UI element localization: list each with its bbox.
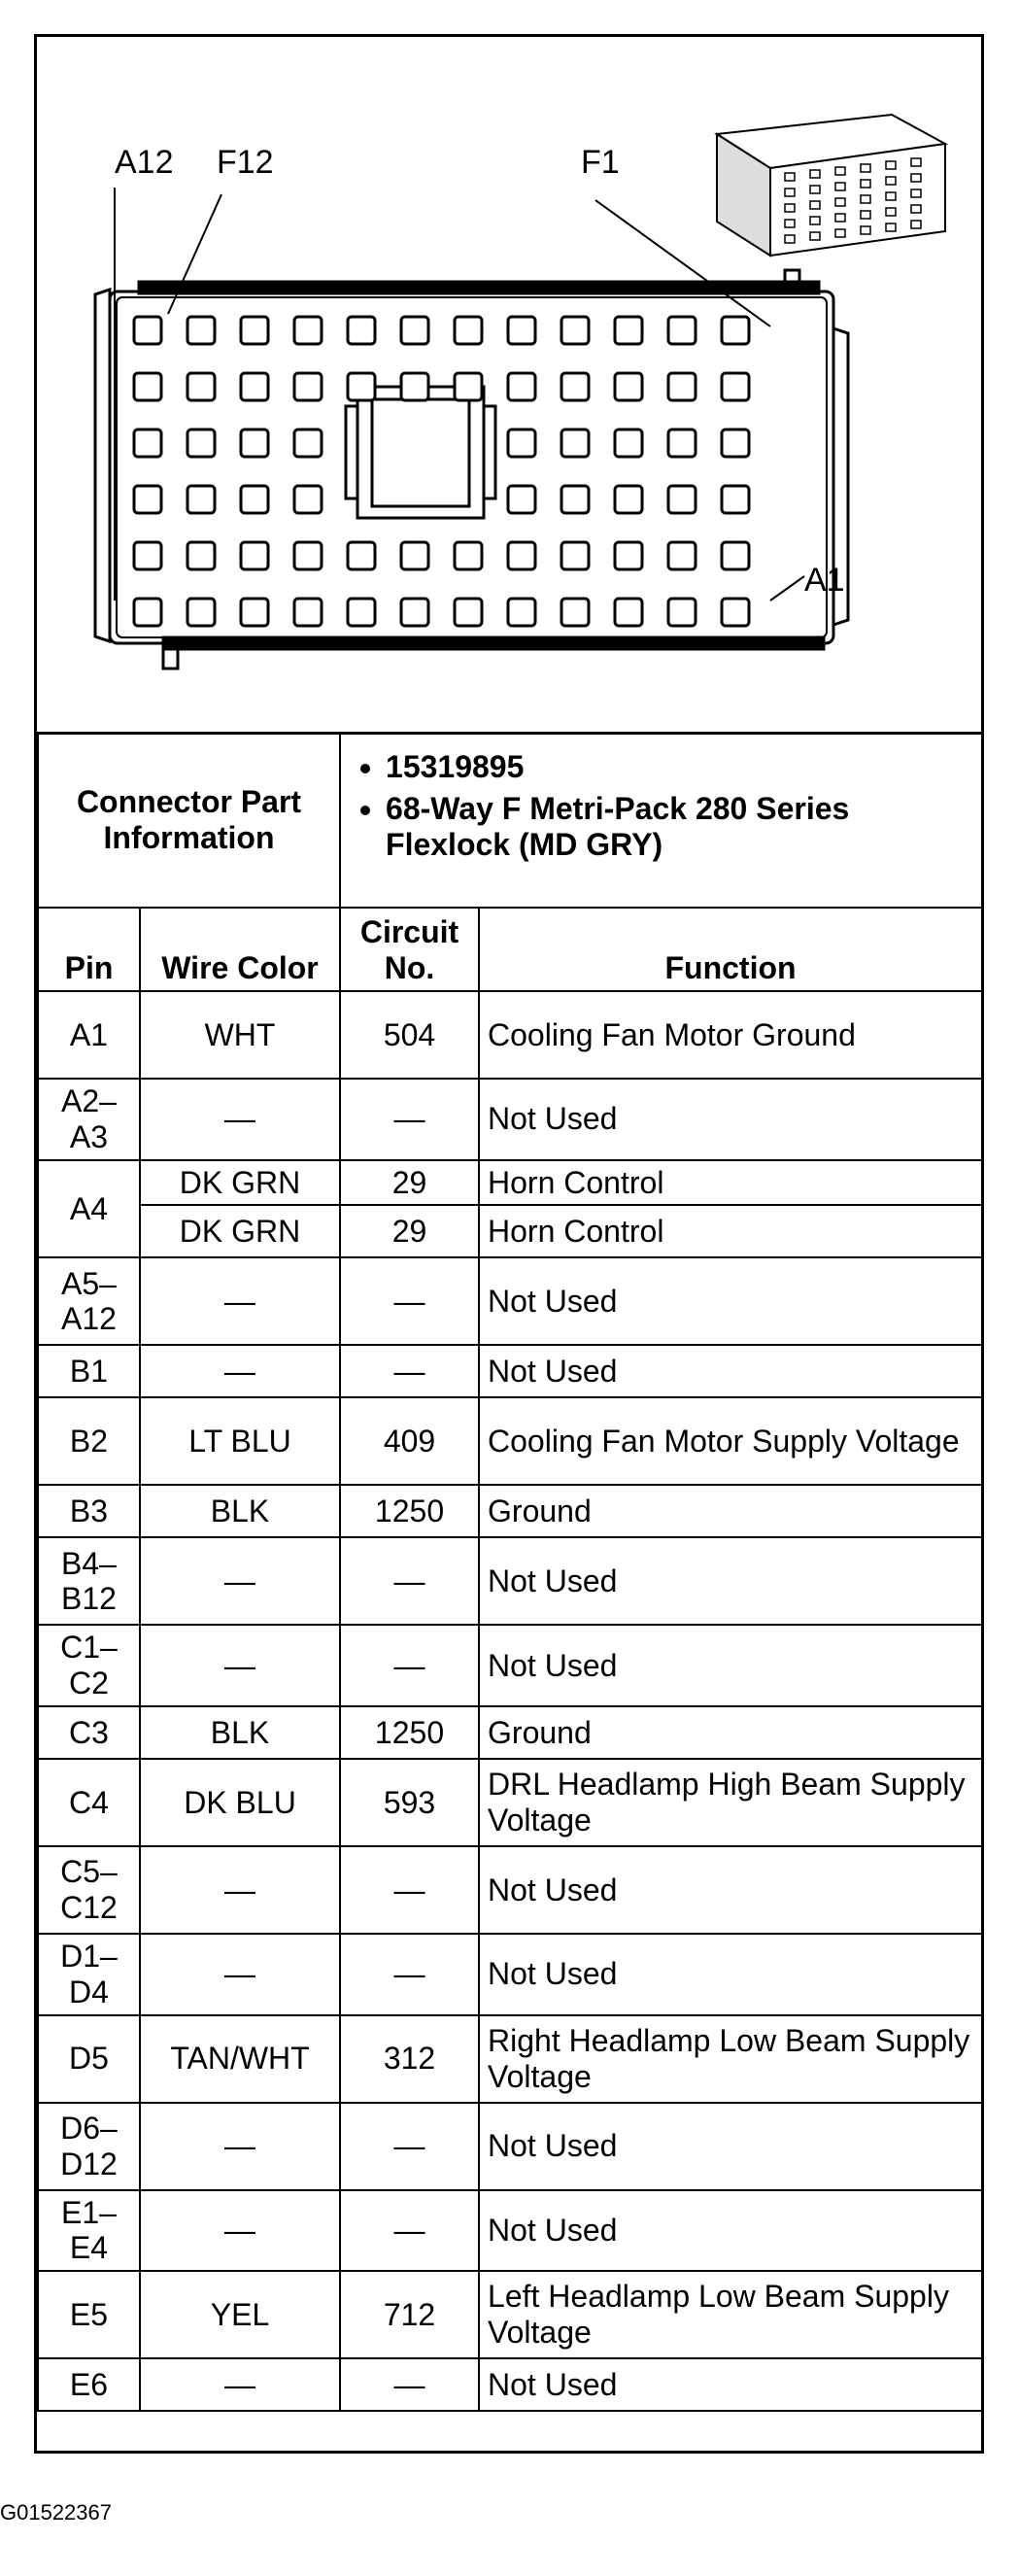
thumbnail-hole <box>835 198 845 206</box>
cell-pin: E6 <box>38 2358 140 2411</box>
cell-function: Not Used <box>479 2190 982 2272</box>
thumbnail-hole <box>785 173 795 181</box>
connector-face-drawing <box>37 37 981 732</box>
pin-cavity <box>241 599 268 626</box>
pin-cavity <box>722 542 749 569</box>
table-row <box>38 1846 982 1934</box>
thumbnail-hole <box>861 195 870 203</box>
cell-circuit-no: 504 <box>340 991 479 1079</box>
pin-cavity <box>561 317 589 344</box>
thumbnail-hole <box>785 235 795 243</box>
pin-cavity <box>401 542 428 569</box>
cell-wire-color: DK GRN <box>140 1160 340 1206</box>
cell-circuit-no: 29 <box>340 1160 479 1206</box>
connector-thumbnail <box>717 115 945 256</box>
table-row <box>38 2103 982 2190</box>
cell-circuit-no: 29 <box>340 1205 479 1257</box>
cell-pin: D5 <box>38 2015 140 2103</box>
pin-cavity <box>615 486 642 513</box>
pin-cavity <box>455 373 482 400</box>
thumbnail-hole <box>835 183 845 190</box>
cell-wire-color: YEL <box>140 2271 340 2358</box>
cell-wire-color: — <box>140 1079 340 1160</box>
pin-cavity <box>508 486 535 513</box>
table-row <box>38 2358 982 2411</box>
cell-pin: A2–A3 <box>38 1079 140 1160</box>
cell-wire-color: — <box>140 1934 340 2015</box>
pin-cavity <box>508 429 535 457</box>
cell-pin: A5–A12 <box>38 1257 140 1345</box>
thumbnail-hole <box>911 205 921 213</box>
pin-cavity <box>187 373 215 400</box>
cell-pin: C4 <box>38 1759 140 1846</box>
thumbnail-hole <box>886 161 896 169</box>
cell-wire-color: WHT <box>140 991 340 1079</box>
pin-cavity <box>615 542 642 569</box>
table-row <box>38 1079 982 1160</box>
pin-cavity <box>615 599 642 626</box>
table-row <box>38 2271 982 2358</box>
cell-pin: D1–D4 <box>38 1934 140 2015</box>
pin-cavity <box>294 542 322 569</box>
thumbnail-hole <box>886 223 896 231</box>
pin-cavity <box>187 486 215 513</box>
thumbnail-hole <box>911 158 921 166</box>
pin-cavity <box>561 373 589 400</box>
cell-circuit-no: — <box>340 1257 479 1345</box>
cell-circuit-no: 409 <box>340 1397 479 1485</box>
pin-cavity <box>668 599 696 626</box>
cell-pin: C5–C12 <box>38 1846 140 1934</box>
cell-function: Not Used <box>479 2103 982 2190</box>
thumbnail-hole <box>835 214 845 222</box>
pin-cavity <box>668 542 696 569</box>
cell-function: Not Used <box>479 1537 982 1625</box>
pin-cavity <box>294 486 322 513</box>
thumbnail-hole <box>886 208 896 216</box>
cell-pin: B4–B12 <box>38 1537 140 1625</box>
cell-function: Left Headlamp Low Beam Supply Voltage <box>479 2271 982 2358</box>
thumbnail-hole <box>785 220 795 227</box>
pin-cavity <box>455 599 482 626</box>
cell-wire-color: BLK <box>140 1706 340 1759</box>
pin-cavity <box>348 599 375 626</box>
pin-cavity <box>561 486 589 513</box>
pin-cavity <box>455 542 482 569</box>
thumbnail-hole <box>911 221 921 228</box>
cell-circuit-no: — <box>340 2190 479 2272</box>
cell-circuit-no: — <box>340 1345 479 1397</box>
cell-wire-color: DK GRN <box>140 1205 340 1257</box>
label-f1: F1 <box>581 144 620 181</box>
table-header-row <box>38 908 982 991</box>
connector-description: • 68-Way F Metri-Pack 280 Series Flexlock (MD GRY) <box>386 791 969 863</box>
cell-wire-color: BLK <box>140 1485 340 1537</box>
cell-pin: C1–C2 <box>38 1625 140 1706</box>
cell-circuit-no: — <box>340 2358 479 2411</box>
pin-cavity <box>401 373 428 400</box>
label-a1: A1 <box>804 562 845 599</box>
table-row <box>38 1345 982 1397</box>
cell-wire-color: DK BLU <box>140 1759 340 1846</box>
cell-circuit-no: — <box>340 1537 479 1625</box>
cell-circuit-no: 1250 <box>340 1706 479 1759</box>
cell-pin: D6–D12 <box>38 2103 140 2190</box>
pin-cavity <box>134 486 161 513</box>
cell-function: Cooling Fan Motor Supply Voltage <box>479 1397 982 1485</box>
cell-pin: B1 <box>38 1345 140 1397</box>
pin-cavity <box>455 317 482 344</box>
pin-cavity <box>668 373 696 400</box>
pin-cavity <box>722 317 749 344</box>
cell-wire-color: — <box>140 1257 340 1345</box>
cell-circuit-no: — <box>340 1846 479 1934</box>
pin-cavity <box>615 373 642 400</box>
table-row <box>38 1537 982 1625</box>
pin-cavity <box>561 429 589 457</box>
pin-cavity <box>241 317 268 344</box>
cell-circuit-no: — <box>340 1079 479 1160</box>
thumbnail-hole <box>810 186 820 193</box>
thumbnail-hole <box>861 211 870 219</box>
cell-pin: B3 <box>38 1485 140 1537</box>
cell-function: Right Headlamp Low Beam Supply Voltage <box>479 2015 982 2103</box>
pin-cavity <box>508 599 535 626</box>
connector-info-label: Connector Part Information <box>38 733 340 908</box>
thumbnail-hole <box>886 192 896 200</box>
thumbnail-hole <box>861 226 870 234</box>
figure-code: G01522367 <box>0 2500 112 2524</box>
table-row <box>38 1205 982 1257</box>
pin-cavity <box>401 317 428 344</box>
cell-pin: E1–E4 <box>38 2190 140 2272</box>
table-row <box>38 1257 982 1345</box>
thumbnail-hole <box>835 229 845 237</box>
pin-cavity <box>668 486 696 513</box>
pin-cavity <box>668 429 696 457</box>
cell-function: Not Used <box>479 1625 982 1706</box>
pin-cavity <box>561 599 589 626</box>
pin-cavity <box>722 486 749 513</box>
pin-cavity <box>134 373 161 400</box>
connector-info-list <box>340 733 982 908</box>
cell-function: Horn Control <box>479 1160 982 1206</box>
pin-cavity <box>134 317 161 344</box>
pin-cavity <box>241 542 268 569</box>
table-row <box>38 1934 982 2015</box>
cell-circuit-no: 312 <box>340 2015 479 2103</box>
cell-circuit-no: — <box>340 1625 479 1706</box>
connector-info-row <box>38 733 982 908</box>
label-a12: A12 <box>115 144 174 181</box>
pin-cavity <box>241 429 268 457</box>
cell-function: Ground <box>479 1485 982 1537</box>
cell-pin: C3 <box>38 1706 140 1759</box>
pin-cavity <box>615 429 642 457</box>
header-function: Function <box>479 908 982 991</box>
thumbnail-hole <box>861 164 870 172</box>
thumbnail-hole <box>861 180 870 188</box>
cell-wire-color: — <box>140 2190 340 2272</box>
thumbnail-hole <box>810 170 820 178</box>
thumbnail-hole <box>810 232 820 240</box>
pin-cavity <box>187 542 215 569</box>
connector-diagram <box>37 37 981 735</box>
cell-wire-color: — <box>140 1345 340 1397</box>
cell-function: Not Used <box>479 1846 982 1934</box>
thumbnail-hole <box>810 217 820 224</box>
pin-cavity <box>241 486 268 513</box>
table-row <box>38 1397 982 1485</box>
pin-cavity <box>294 599 322 626</box>
pin-cavity <box>134 599 161 626</box>
header-wire-color: Wire Color <box>140 908 340 991</box>
pin-cavity <box>348 373 375 400</box>
cell-wire-color: — <box>140 2358 340 2411</box>
pin-cavity <box>561 542 589 569</box>
cell-circuit-no: — <box>340 2103 479 2190</box>
table-row <box>38 1485 982 1537</box>
cell-function: Cooling Fan Motor Ground <box>479 991 982 1079</box>
pinout-table <box>37 732 983 2412</box>
table-row <box>38 1706 982 1759</box>
thumbnail-hole <box>886 177 896 185</box>
pin-cavity <box>722 429 749 457</box>
pin-cavity <box>508 317 535 344</box>
label-f12: F12 <box>217 144 274 181</box>
pin-cavity <box>187 317 215 344</box>
cell-pin: B2 <box>38 1397 140 1485</box>
cell-circuit-no: — <box>340 1934 479 2015</box>
table-row <box>38 1759 982 1846</box>
header-circuit-no: Circuit No. <box>340 908 479 991</box>
pin-cavity <box>294 373 322 400</box>
pin-cavity <box>294 317 322 344</box>
pin-cavity <box>508 542 535 569</box>
cell-function: Not Used <box>479 2358 982 2411</box>
cell-circuit-no: 712 <box>340 2271 479 2358</box>
thumbnail-hole <box>785 204 795 212</box>
connector-part-number: • 15319895 <box>386 749 969 785</box>
cell-function: Not Used <box>479 1079 982 1160</box>
cell-pin: A1 <box>38 991 140 1079</box>
pin-cavity <box>134 542 161 569</box>
cell-wire-color: LT BLU <box>140 1397 340 1485</box>
pin-cavity <box>722 599 749 626</box>
cell-wire-color: TAN/WHT <box>140 2015 340 2103</box>
pin-cavity <box>508 373 535 400</box>
pin-cavity <box>348 542 375 569</box>
table-row <box>38 2015 982 2103</box>
thumbnail-hole <box>810 201 820 209</box>
pin-cavity <box>294 429 322 457</box>
thumbnail-hole <box>911 174 921 182</box>
connector-sheet <box>34 34 984 2454</box>
pin-cavity <box>615 317 642 344</box>
thumbnail-hole <box>835 167 845 175</box>
pin-cavity <box>134 429 161 457</box>
cell-circuit-no: 593 <box>340 1759 479 1846</box>
cell-pin: E5 <box>38 2271 140 2358</box>
pin-cavity-grid <box>134 317 749 626</box>
thumbnail-hole <box>785 189 795 196</box>
table-row <box>38 2190 982 2272</box>
pin-cavity <box>668 317 696 344</box>
thumbnail-hole <box>911 189 921 197</box>
cell-wire-color: — <box>140 1537 340 1625</box>
pin-cavity <box>722 373 749 400</box>
cell-pin: A4 <box>38 1160 140 1258</box>
pin-cavity <box>348 317 375 344</box>
table-row <box>38 991 982 1079</box>
cell-wire-color: — <box>140 1625 340 1706</box>
center-latch <box>346 387 495 518</box>
pin-cavity <box>401 599 428 626</box>
cell-function: Ground <box>479 1706 982 1759</box>
table-row <box>38 1625 982 1706</box>
cell-circuit-no: 1250 <box>340 1485 479 1537</box>
cell-function: Horn Control <box>479 1205 982 1257</box>
table-row <box>38 1160 982 1206</box>
cell-function: Not Used <box>479 1934 982 2015</box>
cell-wire-color: — <box>140 1846 340 1934</box>
pin-cavity <box>187 429 215 457</box>
pin-cavity <box>241 373 268 400</box>
cell-function: DRL Headlamp High Beam Supply Voltage <box>479 1759 982 1846</box>
cell-function: Not Used <box>479 1345 982 1397</box>
header-pin: Pin <box>38 908 140 991</box>
cell-function: Not Used <box>479 1257 982 1345</box>
cell-wire-color: — <box>140 2103 340 2190</box>
pin-cavity <box>187 599 215 626</box>
